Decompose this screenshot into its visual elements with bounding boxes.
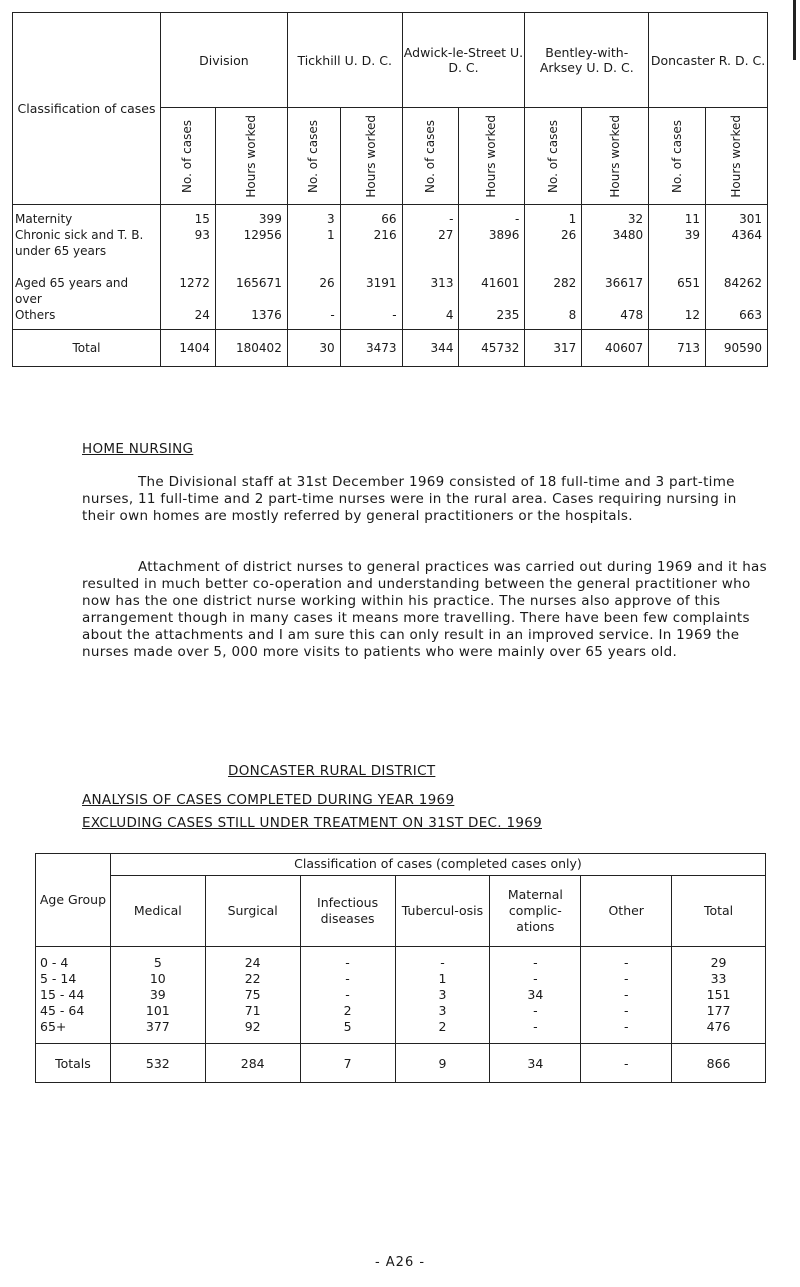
subheader-text: No. of cases bbox=[180, 119, 195, 193]
cell-value: - bbox=[623, 971, 629, 986]
cell-value: - bbox=[533, 971, 538, 986]
hours-subheader bbox=[340, 108, 402, 205]
total-value: 40607 bbox=[582, 330, 649, 367]
cell-value: 151 bbox=[706, 987, 731, 1002]
age-group: 15 - 44 bbox=[40, 987, 85, 1002]
cell-value: 12956 bbox=[243, 228, 282, 242]
cell-value: - bbox=[345, 955, 350, 970]
row-label: Aged 65 years and over bbox=[15, 276, 129, 306]
cell-value: 3191 bbox=[366, 276, 397, 290]
value-column bbox=[581, 947, 672, 1044]
cases-subheader bbox=[402, 108, 459, 205]
hours-subheader bbox=[215, 108, 287, 205]
cell-value: 1 bbox=[438, 971, 447, 986]
adwick-header: Adwick-le-Street U. D. C. bbox=[402, 13, 525, 108]
cell-value: 165671 bbox=[236, 276, 282, 290]
home-nursing-para2: Attachment of district nurses to general practices was carried out during 1969 and it has resulted in much better co-operation and understanding between the general practitioner who now has the one district nurse working within his practice. The nurses also approve of this arrangement though in many cases it means more travelling. There have been few complaints about the attachments and I am sure this can only result in an improved service. In 1969 the nurses made over 5, 000 more visits to patients who were mainly over 65 years old. bbox=[82, 559, 767, 660]
value-column bbox=[340, 205, 402, 330]
nursing-cases-table bbox=[12, 12, 768, 367]
total-label: Total bbox=[13, 330, 161, 367]
classification-labels bbox=[13, 205, 161, 330]
cell-value: - bbox=[623, 987, 629, 1002]
column-header: Infectious diseases bbox=[300, 875, 395, 946]
cell-value: 15 bbox=[194, 212, 210, 226]
cell-value: 24 bbox=[244, 955, 261, 970]
cell-value: 651 bbox=[677, 276, 701, 290]
cases-subheader bbox=[287, 108, 340, 205]
analysis-table bbox=[35, 853, 766, 1083]
total-value: - bbox=[581, 1044, 672, 1083]
cell-value: 2 bbox=[438, 1019, 447, 1034]
age-group: 5 - 14 bbox=[40, 971, 77, 986]
cell-value: - bbox=[623, 955, 629, 970]
cell-value: 216 bbox=[373, 228, 397, 242]
value-column bbox=[161, 205, 216, 330]
cases-subheader bbox=[525, 108, 582, 205]
cell-value: 5 bbox=[343, 1019, 352, 1034]
analysis-title-3: EXCLUDING CASES STILL UNDER TREATMENT ON 31ST DEC. 1969 bbox=[82, 815, 543, 831]
total-value: 1404 bbox=[161, 330, 216, 367]
age-group: 65+ bbox=[40, 1019, 67, 1034]
column-header: Maternal complic-ations bbox=[490, 875, 581, 946]
cell-value: 301 bbox=[739, 212, 762, 226]
total-value: 532 bbox=[110, 1044, 205, 1083]
total-value: 3473 bbox=[340, 330, 402, 367]
analysis-title-2: ANALYSIS OF CASES COMPLETED DURING YEAR 1969 bbox=[82, 792, 455, 808]
total-value: 90590 bbox=[706, 330, 768, 367]
age-group-header: Age Group bbox=[36, 854, 111, 947]
subheader-text: Hours worked bbox=[243, 114, 258, 198]
cell-value: 1 bbox=[327, 228, 335, 242]
age-group: 0 - 4 bbox=[40, 955, 69, 970]
cell-value: 26 bbox=[319, 276, 335, 290]
classification-span-header: Classification of cases (completed cases only) bbox=[110, 854, 765, 876]
cases-subheader bbox=[649, 108, 706, 205]
cell-value: 26 bbox=[560, 228, 577, 242]
cell-value: 84262 bbox=[723, 276, 762, 290]
cell-value: 12 bbox=[684, 308, 701, 322]
value-column bbox=[215, 205, 287, 330]
cell-value: - bbox=[623, 1019, 629, 1034]
total-value: 7 bbox=[300, 1044, 395, 1083]
tickhill-header: Tickhill U. D. C. bbox=[287, 13, 402, 108]
home-nursing-title: HOME NURSING bbox=[82, 441, 194, 457]
cell-value: - bbox=[345, 971, 350, 986]
cell-value: - bbox=[440, 955, 445, 970]
subheader-text: No. of cases bbox=[545, 119, 560, 193]
cell-value: 3480 bbox=[612, 228, 644, 242]
page-number: - A26 - bbox=[374, 1255, 426, 1270]
total-value: 180402 bbox=[215, 330, 287, 367]
cell-value: 4364 bbox=[731, 228, 762, 242]
home-nursing-para1: The Divisional staff at 31st December 1969 consisted of 18 full-time and 3 part-time nurses, 11 full-time and 2 part-time nurses were in the rural area. Cases requiring nursing in their own homes are mostly referred by general practitioners or the hospitals. bbox=[82, 474, 737, 524]
cell-value: 3 bbox=[438, 987, 447, 1002]
cell-value: 1 bbox=[568, 212, 577, 226]
value-column bbox=[649, 205, 706, 330]
total-value: 317 bbox=[525, 330, 582, 367]
total-value: 9 bbox=[395, 1044, 490, 1083]
cell-value: 476 bbox=[706, 1019, 731, 1034]
hours-subheader bbox=[459, 108, 525, 205]
cell-value: 1376 bbox=[251, 308, 282, 322]
value-column bbox=[525, 205, 582, 330]
cell-value: 3896 bbox=[488, 228, 520, 242]
column-header: Medical bbox=[110, 875, 205, 946]
value-column bbox=[205, 947, 300, 1044]
total-value: 284 bbox=[205, 1044, 300, 1083]
cell-value: 71 bbox=[244, 1003, 261, 1018]
cell-value: - bbox=[623, 1003, 629, 1018]
total-value: 713 bbox=[649, 330, 706, 367]
doncaster-rdc-header: Doncaster R. D. C. bbox=[649, 13, 768, 108]
cell-value: 24 bbox=[194, 308, 210, 322]
subheader-text: No. of cases bbox=[423, 119, 438, 193]
value-column bbox=[672, 947, 766, 1044]
total-value: 45732 bbox=[459, 330, 525, 367]
value-column bbox=[287, 205, 340, 330]
value-column bbox=[300, 947, 395, 1044]
cell-value: 41601 bbox=[481, 276, 520, 290]
cell-value: 2 bbox=[343, 1003, 352, 1018]
cell-value: 4 bbox=[445, 308, 454, 322]
cell-value: 177 bbox=[706, 1003, 731, 1018]
cell-value: - bbox=[515, 212, 520, 226]
division-header: Division bbox=[161, 13, 288, 108]
cell-value: 32 bbox=[627, 212, 644, 226]
total-value: 344 bbox=[402, 330, 459, 367]
cell-value: 313 bbox=[430, 276, 454, 290]
age-group: 45 - 64 bbox=[40, 1003, 85, 1018]
cell-value: - bbox=[392, 308, 397, 322]
cell-value: - bbox=[533, 955, 538, 970]
cell-value: 1272 bbox=[179, 276, 210, 290]
subheader-text: Hours worked bbox=[363, 114, 378, 198]
analysis-title-1: DONCASTER RURAL DISTRICT bbox=[228, 763, 436, 779]
column-header: Tubercul-osis bbox=[395, 875, 490, 946]
cell-value: 36617 bbox=[604, 276, 644, 290]
cell-value: 235 bbox=[496, 308, 520, 322]
column-header: Total bbox=[672, 875, 766, 946]
value-column bbox=[459, 205, 525, 330]
cell-value: 282 bbox=[553, 276, 577, 290]
cell-value: 3 bbox=[327, 212, 335, 226]
classification-header: Classification of cases bbox=[13, 13, 161, 205]
cell-value: 11 bbox=[684, 212, 701, 226]
cell-value: 22 bbox=[244, 971, 261, 986]
cell-value: 5 bbox=[153, 955, 162, 970]
cell-value: - bbox=[345, 987, 350, 1002]
subheader-text: No. of cases bbox=[306, 119, 321, 193]
cell-value: 101 bbox=[145, 1003, 170, 1018]
cell-value: 93 bbox=[194, 228, 210, 242]
column-header: Surgical bbox=[205, 875, 300, 946]
cell-value: 39 bbox=[684, 228, 701, 242]
age-labels bbox=[36, 947, 111, 1044]
cell-value: 399 bbox=[258, 212, 282, 226]
value-column bbox=[402, 205, 459, 330]
cell-value: - bbox=[449, 212, 454, 226]
total-value: 866 bbox=[672, 1044, 766, 1083]
cell-value: - bbox=[330, 308, 335, 322]
subheader-text: Hours worked bbox=[607, 114, 622, 198]
row-label: Maternity bbox=[15, 212, 73, 226]
row-label: Others bbox=[15, 308, 56, 322]
value-column bbox=[582, 205, 649, 330]
cell-value: 33 bbox=[710, 971, 727, 986]
cell-value: - bbox=[533, 1019, 538, 1034]
hours-subheader bbox=[582, 108, 649, 205]
subheader-text: Hours worked bbox=[484, 114, 499, 198]
page-edge bbox=[793, 0, 796, 60]
subheader-text: No. of cases bbox=[669, 119, 684, 193]
total-value: 34 bbox=[490, 1044, 581, 1083]
cell-value: 27 bbox=[438, 228, 454, 242]
cell-value: 75 bbox=[244, 987, 261, 1002]
cell-value: 377 bbox=[145, 1019, 170, 1034]
value-column bbox=[706, 205, 768, 330]
value-column bbox=[395, 947, 490, 1044]
cell-value: 663 bbox=[739, 308, 762, 322]
value-column bbox=[490, 947, 581, 1044]
cell-value: 92 bbox=[244, 1019, 261, 1034]
cell-value: 8 bbox=[568, 308, 577, 322]
subheader-text: Hours worked bbox=[729, 114, 743, 198]
cell-value: 29 bbox=[710, 955, 727, 970]
total-value: 30 bbox=[287, 330, 340, 367]
cell-value: 39 bbox=[149, 987, 166, 1002]
cases-subheader bbox=[161, 108, 216, 205]
totals-label: Totals bbox=[36, 1044, 111, 1083]
cell-value: 34 bbox=[527, 987, 544, 1002]
cell-value: 3 bbox=[438, 1003, 447, 1018]
cell-value: - bbox=[533, 1003, 538, 1018]
cell-value: 66 bbox=[381, 212, 397, 226]
column-header: Other bbox=[581, 875, 672, 946]
bentley-header: Bentley-with-Arksey U. D. C. bbox=[525, 13, 649, 108]
cell-value: 478 bbox=[620, 308, 644, 322]
row-label: Chronic sick and T. B. under 65 years bbox=[15, 228, 144, 258]
hours-subheader bbox=[706, 108, 768, 205]
cell-value: 10 bbox=[149, 971, 166, 986]
value-column bbox=[110, 947, 205, 1044]
